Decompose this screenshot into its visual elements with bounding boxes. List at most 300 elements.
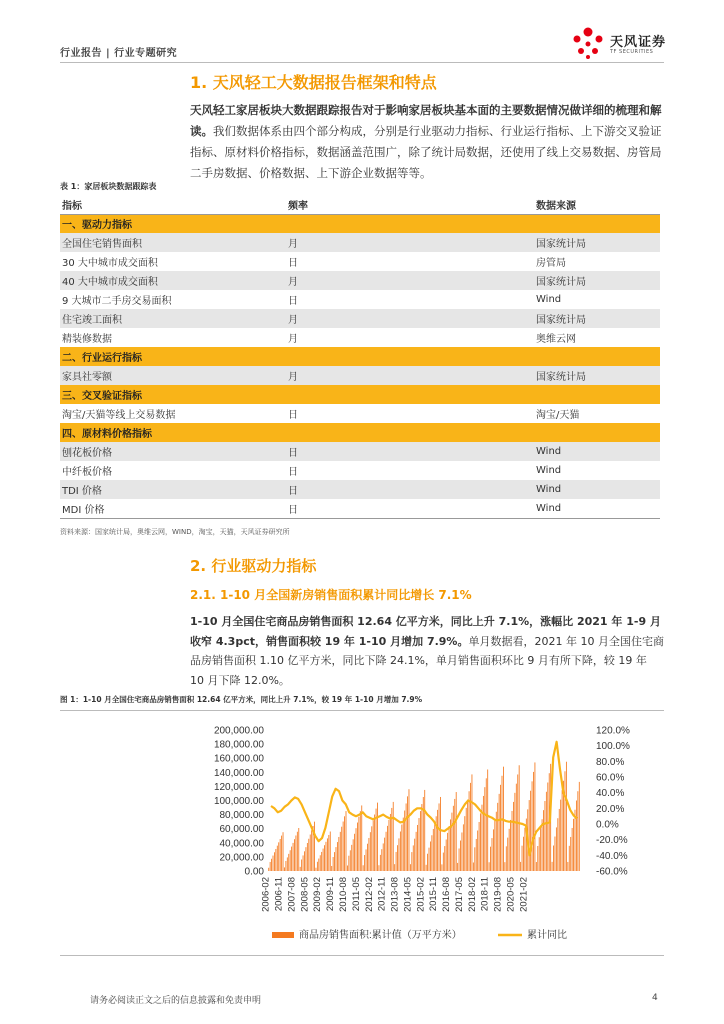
x-axis-tick-label: 2012-02 xyxy=(363,877,375,912)
bar-mark xyxy=(413,845,414,871)
legend-line-label: 累计同比 xyxy=(527,930,567,941)
bar-mark xyxy=(363,865,364,871)
bar-mark xyxy=(377,803,378,871)
bar-mark xyxy=(399,838,400,871)
table-cell: 月 xyxy=(286,309,534,328)
table-row xyxy=(60,480,660,499)
bar-mark xyxy=(484,787,485,871)
bar-mark xyxy=(367,844,368,871)
section2-paragraph xyxy=(190,612,664,690)
bar-mark xyxy=(383,843,384,871)
table-cell: 国家统计局 xyxy=(534,233,660,252)
bar-mark xyxy=(344,816,345,871)
bar-mark xyxy=(441,864,442,871)
bar-mark xyxy=(567,862,568,871)
bar-mark xyxy=(473,862,474,871)
bar-mark xyxy=(386,832,387,871)
bar-mark xyxy=(278,842,279,871)
table-cell xyxy=(534,347,660,366)
bar-mark xyxy=(536,862,537,871)
table-cell: Wind xyxy=(534,290,660,309)
bar-mark xyxy=(483,796,484,871)
table-cell xyxy=(534,423,660,442)
section2-title: 2. 行业驱动力指标 xyxy=(190,557,317,575)
bar-mark xyxy=(423,797,424,871)
bar-mark xyxy=(327,838,328,871)
bar-mark xyxy=(516,784,517,871)
table-section-row xyxy=(60,385,660,404)
sales-area-chart xyxy=(200,718,640,953)
bar-mark xyxy=(460,841,461,871)
bar-mark xyxy=(430,841,431,871)
table-cell: 国家统计局 xyxy=(534,366,660,385)
bar-mark xyxy=(336,847,337,871)
table-cell xyxy=(534,214,660,233)
bar-mark xyxy=(557,818,558,871)
bar-mark xyxy=(271,859,272,871)
bar-mark xyxy=(519,765,520,871)
bar-mark xyxy=(424,790,425,871)
bar-mark xyxy=(454,799,455,871)
bar-mark xyxy=(350,850,351,871)
bar-mark xyxy=(360,811,361,871)
bar-mark xyxy=(364,855,365,871)
x-axis-tick-label: 2016-08 xyxy=(441,877,452,912)
table-cell: 月 xyxy=(286,271,534,290)
bar-mark xyxy=(370,832,371,871)
bar-mark xyxy=(507,838,508,871)
bar-mark xyxy=(540,828,541,871)
bar-mark xyxy=(552,862,553,871)
table-row xyxy=(60,442,660,461)
bar-mark xyxy=(443,853,444,871)
table-cell: 家具社零额 xyxy=(60,366,286,385)
table-row xyxy=(60,252,660,271)
bar-mark xyxy=(510,820,511,871)
left-axis-tick-label: 180,000.00 xyxy=(213,739,264,751)
bar-mark xyxy=(474,847,475,871)
bar-mark xyxy=(298,828,299,871)
bar-mark xyxy=(547,783,548,871)
table-cell xyxy=(286,347,534,366)
bar-mark xyxy=(569,846,570,871)
x-axis-tick-label: 2009-11 xyxy=(325,877,337,912)
table-cell xyxy=(534,385,660,404)
bar-mark xyxy=(570,837,571,871)
bar-mark xyxy=(281,836,282,871)
bar-mark xyxy=(553,846,554,871)
bar-mark xyxy=(351,845,352,871)
table-row xyxy=(60,404,660,423)
bar-mark xyxy=(572,828,573,871)
bar-mark xyxy=(287,857,288,871)
table-cell xyxy=(286,214,534,233)
bar-mark xyxy=(500,785,501,871)
table-cell: 月 xyxy=(286,366,534,385)
bar-mark xyxy=(285,861,286,871)
left-axis-tick-label: 120,000.00 xyxy=(213,781,264,793)
table-cell: 二、行业运行指标 xyxy=(60,347,286,366)
bar-mark xyxy=(373,820,374,871)
bar-mark xyxy=(437,810,438,871)
bar-mark xyxy=(308,839,309,871)
para-bold: 1-10 月全国住宅商品房销售面积 12.64 亿平方米，同比上升 7.1%，涨幅比 2021 年 1-9 月收窄 4.3pct，销售面积较 19 年 1-10 月增加 7.9%。 xyxy=(190,615,661,648)
intro-bold: 天风轻工家居板块大数据跟踪报告对于影响家居板块基本面的主要数据情况做详细的梳理和解读。 xyxy=(190,103,662,138)
section2-subtitle: 2.1. 1-10 月全国新房销售面积累计同比增长 7.1% xyxy=(190,588,472,602)
bar-mark xyxy=(530,791,531,871)
bar-mark xyxy=(275,849,276,871)
bar-mark xyxy=(446,840,447,871)
bar-mark xyxy=(361,805,362,871)
table-cell xyxy=(286,385,534,404)
bar-mark xyxy=(493,829,494,871)
bar-mark xyxy=(543,810,544,871)
bar-mark xyxy=(559,809,560,871)
bar-mark xyxy=(472,774,473,871)
bar-mark xyxy=(311,830,312,871)
data-tracking-table xyxy=(60,195,660,519)
bar-mark xyxy=(426,865,427,871)
bar-mark xyxy=(273,856,274,871)
left-axis-tick-label: 160,000.00 xyxy=(213,753,264,765)
x-axis-tick-label: 2015-11 xyxy=(428,877,440,912)
bar-mark xyxy=(523,837,524,871)
bar-mark xyxy=(340,832,341,871)
bar-mark xyxy=(400,832,401,872)
table-header-row xyxy=(60,195,660,214)
left-axis-tick-label: 140,000.00 xyxy=(213,767,264,779)
bar-mark xyxy=(356,828,357,871)
bar-mark xyxy=(573,819,574,871)
bar-mark xyxy=(444,846,445,871)
legend-bar-label: 商品房销售面积:累计值（万平方米） xyxy=(299,930,462,941)
x-axis-tick-label: 2008-05 xyxy=(299,877,311,912)
bar-mark xyxy=(326,842,327,871)
bar-mark xyxy=(346,811,347,871)
table-header-cell: 指标 xyxy=(60,195,286,214)
para-rest: 单月数据看，2021 年 10 月全国住宅商品房销售面积 1.10 亿平方米，同比下降 24.1%，单月销售面积环比 9 月有所下降，较 19 年 10 月下降 12.0%。 xyxy=(190,634,664,687)
bar-mark xyxy=(499,794,500,871)
bar-mark xyxy=(467,800,468,871)
bar-mark xyxy=(556,827,557,871)
bar-mark xyxy=(476,839,477,871)
bar-mark xyxy=(330,832,331,871)
x-axis-tick-label: 2010-08 xyxy=(338,877,349,912)
bar-mark xyxy=(513,802,514,871)
bar-mark xyxy=(295,835,296,871)
bar-mark xyxy=(409,789,410,871)
bar-mark xyxy=(414,839,415,871)
bar-mark xyxy=(293,843,294,871)
bar-mark xyxy=(401,825,402,871)
table-row xyxy=(60,499,660,518)
intro-rest: 我们数据体系由四个部分构成，分别是行业驱动力指标、行业运行指标、上下游交叉验证指标、原材料价格指标，数据涵盖范围广，除了统计局数据，还使用了线上交易数据、房管局二手房数据、价格数据、上下游企业数据等等。 xyxy=(190,124,662,180)
table-cell: 日 xyxy=(286,442,534,461)
table-cell: Wind xyxy=(534,442,660,461)
bar-mark xyxy=(546,792,547,871)
logo-name: 天风证券 xyxy=(610,35,667,50)
figure-top-divider xyxy=(60,710,664,711)
bar-mark xyxy=(555,837,556,871)
x-axis-tick-label: 2014-05 xyxy=(402,877,414,912)
bar-mark xyxy=(420,811,421,871)
table-section-row xyxy=(60,423,660,442)
bar-mark xyxy=(301,859,302,871)
bar-mark xyxy=(579,782,580,871)
bar-mark xyxy=(328,835,329,871)
bar-mark xyxy=(290,850,291,871)
right-axis-tick-label: 80.0% xyxy=(596,756,625,768)
bar-mark xyxy=(284,867,285,871)
header-label: 行业报告 | 行业专题研究 xyxy=(60,48,178,59)
bar-mark xyxy=(283,832,284,871)
x-axis-tick-label: 2012-11 xyxy=(376,877,388,912)
bar-mark xyxy=(431,835,432,871)
bar-mark xyxy=(524,828,525,871)
bar-mark xyxy=(318,859,319,871)
bar-mark xyxy=(434,823,435,871)
bar-mark xyxy=(307,843,308,871)
x-axis-tick-label: 2017-05 xyxy=(453,877,465,912)
left-axis-tick-label: 20,000.00 xyxy=(219,852,264,864)
bar-mark xyxy=(314,822,315,871)
bar-mark xyxy=(343,822,344,871)
table-cell: Wind xyxy=(534,461,660,480)
bar-mark xyxy=(389,820,390,871)
bar-mark xyxy=(532,781,533,871)
bar-mark xyxy=(449,826,450,871)
bar-mark xyxy=(381,849,382,871)
bar-mark xyxy=(353,839,354,871)
bar-mark xyxy=(459,848,460,871)
bar-mark xyxy=(297,832,298,871)
right-axis-tick-label: 20.0% xyxy=(596,803,625,815)
table-row xyxy=(60,366,660,385)
table-source: 资料来源：国家统计局，奥维云网，WIND，淘宝，天猫，天风证券研究所 xyxy=(60,528,290,536)
bar-mark xyxy=(291,847,292,871)
table-cell: 房管局 xyxy=(534,252,660,271)
table-row xyxy=(60,290,660,309)
bar-mark xyxy=(504,862,505,871)
yoy-line xyxy=(271,742,577,856)
right-axis-tick-label: -20.0% xyxy=(596,835,628,847)
x-axis-tick-label: 2018-02 xyxy=(466,877,478,912)
table-cell: 淘宝/天猫 xyxy=(534,404,660,423)
bar-mark xyxy=(337,842,338,871)
bar-mark xyxy=(512,811,513,871)
bar-mark xyxy=(539,837,540,871)
bar-mark xyxy=(451,813,452,871)
table-row xyxy=(60,328,660,347)
bar-mark xyxy=(274,852,275,871)
right-axis-tick-label: 60.0% xyxy=(596,772,625,784)
bar-mark xyxy=(464,816,465,871)
table-cell: 月 xyxy=(286,328,534,347)
bar-mark xyxy=(406,803,407,871)
bar-mark xyxy=(358,817,359,871)
bar-mark xyxy=(306,847,307,871)
bar-mark xyxy=(453,806,454,871)
bar-mark xyxy=(439,803,440,871)
table-title: 表 1：家居板块数据跟踪表 xyxy=(60,182,157,191)
x-axis-tick-label: 2021-02 xyxy=(518,877,530,912)
section1-title: 1. 天风轻工大数据报告框架和特点 xyxy=(190,73,437,92)
table-section-row xyxy=(60,347,660,366)
table-cell: 日 xyxy=(286,480,534,499)
bar-mark xyxy=(482,805,483,871)
bar-mark xyxy=(469,791,470,871)
bar-mark xyxy=(380,855,381,871)
bar-mark xyxy=(300,867,301,871)
bar-mark xyxy=(492,838,493,871)
bar-mark xyxy=(447,833,448,871)
bar-mark xyxy=(294,839,295,871)
table-row xyxy=(60,309,660,328)
bar-mark xyxy=(533,772,534,871)
table-cell: 奥维云网 xyxy=(534,328,660,347)
table-cell: 四、原材料价格指标 xyxy=(60,423,286,442)
bar-mark xyxy=(419,818,420,871)
table-row xyxy=(60,461,660,480)
x-axis-tick-label: 2015-02 xyxy=(415,877,427,912)
left-axis-tick-label: 80,000.00 xyxy=(219,810,264,822)
bar-mark xyxy=(341,827,342,871)
bar-mark xyxy=(529,800,530,871)
table-cell: 日 xyxy=(286,499,534,518)
x-axis-tick-label: 2013-08 xyxy=(389,877,401,912)
bar-mark xyxy=(397,845,398,871)
bar-mark xyxy=(324,845,325,871)
table-cell: 刨花板价格 xyxy=(60,442,286,461)
bar-mark xyxy=(334,852,335,871)
bar-mark xyxy=(316,868,317,871)
x-axis-tick-label: 2011-05 xyxy=(350,877,362,912)
bar-mark xyxy=(411,852,412,871)
bar-mark xyxy=(338,837,339,871)
table-cell: 全国住宅销售面积 xyxy=(60,233,286,252)
bar-mark xyxy=(520,862,521,871)
bar-mark xyxy=(407,796,408,871)
bar-mark xyxy=(497,803,498,871)
x-axis-tick-label: 2019-08 xyxy=(492,877,504,912)
bar-mark xyxy=(462,832,463,871)
bar-mark xyxy=(502,776,503,871)
figure-bottom-divider xyxy=(60,955,664,956)
legend-bar-swatch xyxy=(272,932,294,938)
bar-mark xyxy=(575,810,576,871)
bar-mark xyxy=(480,813,481,871)
bar-mark xyxy=(317,862,318,871)
table-cell: 9 大城市二手房交易面积 xyxy=(60,290,286,309)
bar-mark xyxy=(368,838,369,871)
table-cell: 日 xyxy=(286,252,534,271)
bar-mark xyxy=(506,846,507,871)
table-cell: 中纤板价格 xyxy=(60,461,286,480)
bar-mark xyxy=(457,863,458,871)
table-row xyxy=(60,271,660,290)
section1-intro xyxy=(190,100,664,184)
bar-mark xyxy=(374,815,375,871)
bar-mark xyxy=(323,849,324,871)
x-axis-tick-label: 2009-02 xyxy=(312,877,324,912)
left-axis-tick-label: 0.00 xyxy=(244,866,264,878)
x-axis-tick-label: 2018-11 xyxy=(479,877,491,912)
left-axis-tick-label: 100,000.00 xyxy=(213,796,264,807)
bar-mark xyxy=(394,864,395,871)
bar-mark xyxy=(354,834,355,871)
table-cell: 国家统计局 xyxy=(534,309,660,328)
bar-mark xyxy=(545,801,546,871)
x-axis-tick-label: 2006-11 xyxy=(273,877,285,912)
table-cell: 月 xyxy=(286,233,534,252)
bar-mark xyxy=(470,783,471,871)
bar-mark xyxy=(270,862,271,871)
right-axis-tick-label: 120.0% xyxy=(596,725,630,737)
table-cell: 日 xyxy=(286,290,534,309)
bar-mark xyxy=(440,797,441,871)
bar-mark xyxy=(416,832,417,871)
bar-mark xyxy=(331,866,332,871)
bar-mark xyxy=(310,835,311,871)
table-cell: 三、交叉验证指标 xyxy=(60,385,286,404)
table-cell: 30 大中城市成交面积 xyxy=(60,252,286,271)
bar-mark xyxy=(304,851,305,871)
bar-mark xyxy=(494,821,495,871)
bar-mark xyxy=(479,822,480,871)
bar-mark xyxy=(576,801,577,872)
right-axis-tick-label: -60.0% xyxy=(596,866,628,878)
bar-mark xyxy=(390,814,391,871)
bar-mark xyxy=(366,849,367,871)
bar-mark xyxy=(268,868,269,871)
table-cell: 住宅竣工面积 xyxy=(60,309,286,328)
bar-mark xyxy=(565,771,566,871)
bar-mark xyxy=(303,855,304,871)
left-axis-tick-label: 60,000.00 xyxy=(219,824,264,836)
bar-mark xyxy=(433,829,434,871)
bar-mark xyxy=(280,839,281,871)
table-row xyxy=(60,233,660,252)
table-cell: 淘宝/天猫等线上交易数据 xyxy=(60,404,286,423)
table-cell: 日 xyxy=(286,404,534,423)
bar-mark xyxy=(522,846,523,871)
tf-logo xyxy=(568,24,668,64)
bar-mark xyxy=(537,846,538,871)
x-axis-tick-label: 2020-05 xyxy=(505,877,517,912)
bar-mark xyxy=(514,793,515,871)
bar-mark xyxy=(321,852,322,871)
bar-mark xyxy=(417,825,418,871)
table-cell: TDI 价格 xyxy=(60,480,286,499)
right-axis-tick-label: -40.0% xyxy=(596,850,628,862)
bar-mark xyxy=(566,762,567,871)
bar-mark xyxy=(477,831,478,871)
table-cell: 40 大中城市成交面积 xyxy=(60,271,286,290)
bar-mark xyxy=(456,792,457,871)
table-cell xyxy=(286,423,534,442)
x-axis-tick-label: 2006-02 xyxy=(260,877,272,912)
bar-mark xyxy=(421,804,422,871)
table-section-row xyxy=(60,214,660,233)
bar-mark xyxy=(466,808,467,871)
table-cell: Wind xyxy=(534,499,660,518)
bar-mark xyxy=(357,823,358,871)
table-cell: 精装修数据 xyxy=(60,328,286,347)
bar-mark xyxy=(562,790,563,871)
figure-title: 图 1：1-10 月全国住宅商品房销售面积 12.64 亿平方米，同比上升 7.1%，较 19 年 1-10 月增加 7.9% xyxy=(60,695,423,704)
right-axis-tick-label: 0.0% xyxy=(596,819,619,831)
bar-mark xyxy=(403,818,404,871)
